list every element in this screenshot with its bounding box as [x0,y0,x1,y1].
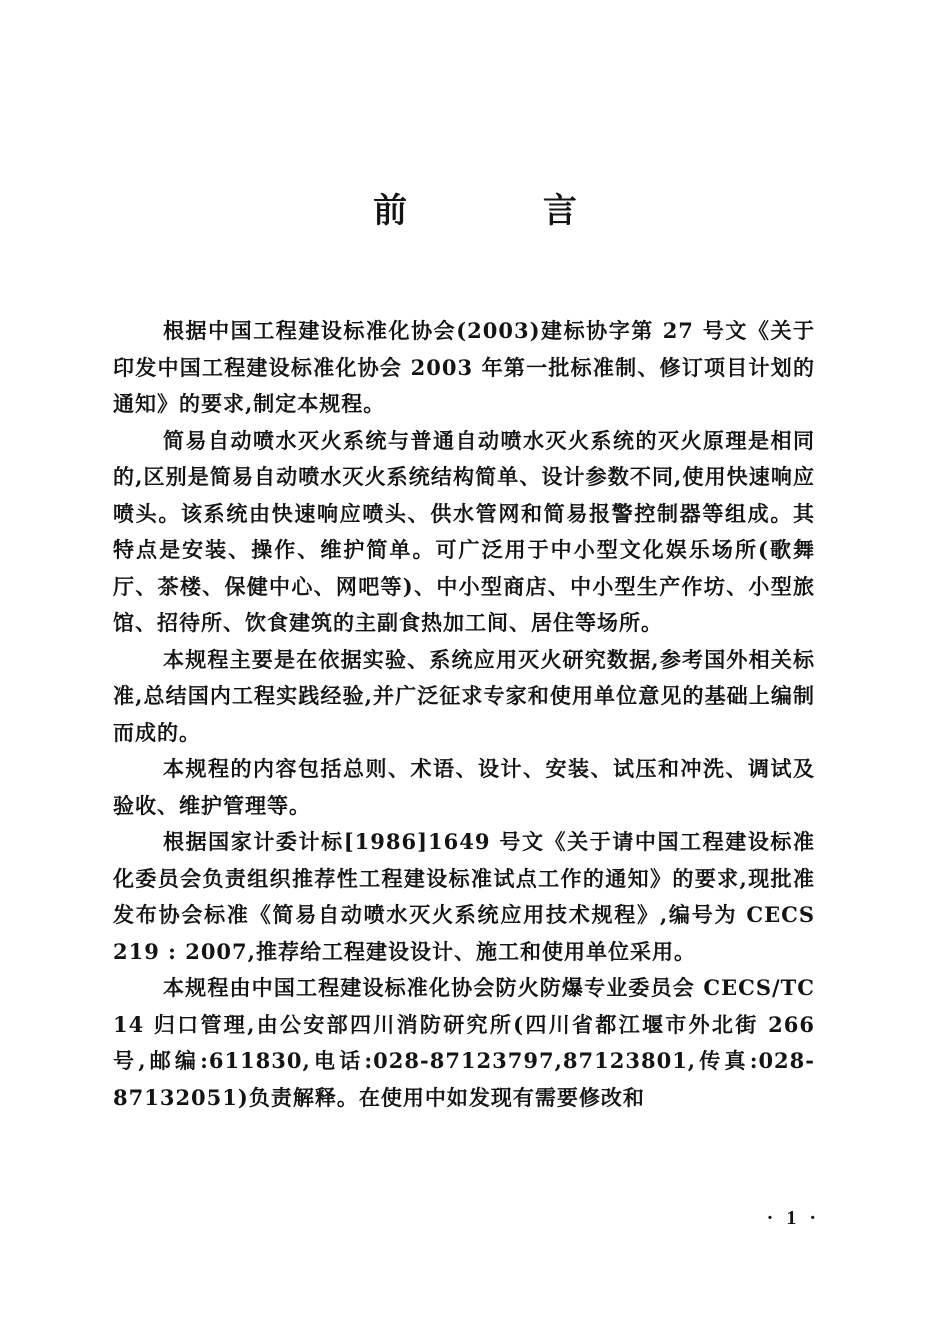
paragraph-1: 根据中国工程建设标准化协会(2003)建标协字第 27 号文《关于印发中国工程建设标准化协会 2003 年第一批标准制、修订项目计划的通知》的要求,制定本规程。 [113,318,815,416]
paragraph-4: 本规程的内容包括总则、术语、设计、安装、试压和冲洗、调试及验收、维护管理等。 [113,756,815,818]
body-text [113,313,815,1116]
paragraph-6: 本规程由中国工程建设标准化协会防火防爆专业委员会 CECS/TC 14 归口管理,由公安部四川消防研究所(四川省都江堰市外北街 266 号,邮编:611830,电话:028-87123797,87123801,传真:028-87132051)负责解释。在使用中如发现有需要修改和 [113,975,815,1110]
paragraph-5: 根据国家计委计标[1986]1649 号文《关于请中国工程建设标准化委员会负责组织推荐性工程建设标准试点工作的通知》的要求,现批准发布协会标准《简易自动喷水灭火系统应用技术规程》,编号为 CECS 219 : 2007,推荐给工程建设设计、施工和使用单位采用。 [113,829,815,964]
paragraph-3: 本规程主要是在依据实验、系统应用灭火研究数据,参考国外相关标准,总结国内工程实践经验,并广泛征求专家和使用单位意见的基础上编制而成的。 [113,646,815,745]
page-title: 前 言 [373,191,639,231]
paragraph-2: 简易自动喷水灭火系统与普通自动喷水灭火系统的灭火原理是相同的,区别是简易自动喷水灭火系统结构简单、设计参数不同,使用快速响应喷头。该系统由快速响应喷头、供水管网和简易报警控制器等组成。其特点是安装、操作、维护简单。可广泛用于中小型文化娱乐场所(歌舞厅、茶楼、保健中心、网吧等)、中小型商店、中小型生产作坊、小型旅馆、招待所、饮食建筑的主副食热加工间、居住等场所。 [113,427,815,635]
page-number: · 1 · [766,1207,820,1229]
